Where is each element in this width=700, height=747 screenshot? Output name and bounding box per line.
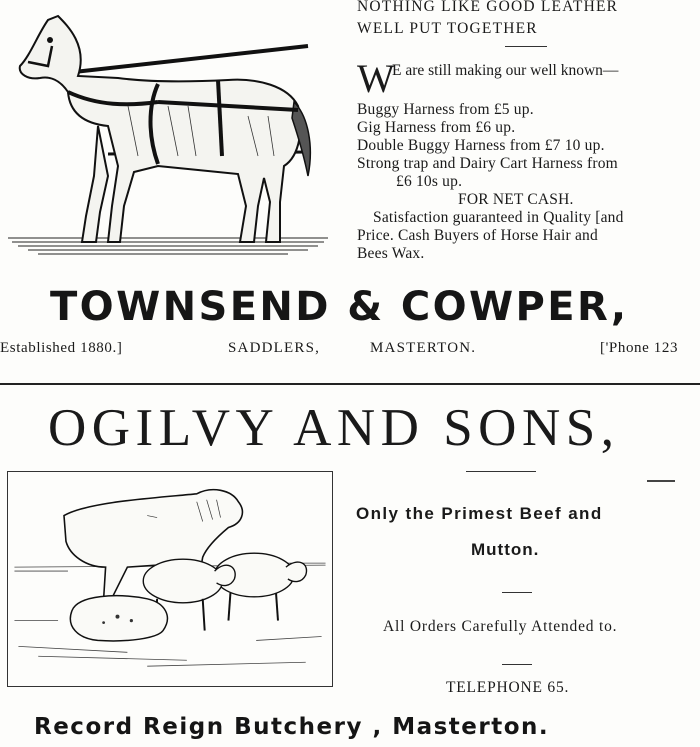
- trade-label: SADDLERS,: [228, 340, 321, 356]
- headline-line-1: NOTHING LIKE GOOD LEATHER: [357, 0, 619, 15]
- cattle-and-sheep-illustration: [8, 472, 332, 686]
- price-gig-harness: Gig Harness from £6 up.: [357, 119, 516, 136]
- short-rule: [505, 46, 547, 47]
- tagline-line-1: Only the Primest Beef and: [356, 504, 603, 523]
- horse-in-harness-illustration: [8, 6, 348, 260]
- established-year: Established 1880.]: [0, 340, 123, 356]
- price-trap-dairy-harness-amount: £6 10s up.: [396, 173, 463, 190]
- printer-mark: [647, 480, 675, 482]
- ad-divider: [0, 383, 700, 385]
- orders-note: All Orders Carefully Attended to.: [383, 618, 618, 635]
- satisfaction-line-3: Bees Wax.: [357, 245, 425, 262]
- livestock-illustration-frame: [7, 471, 333, 687]
- butchery-name: Record Reign Butchery , Masterton.: [34, 714, 550, 740]
- town-label: MASTERTON.: [370, 340, 477, 356]
- satisfaction-line-1: Satisfaction guaranteed in Quality [and: [373, 209, 624, 226]
- headline-line-2: WELL PUT TOGETHER: [357, 20, 538, 37]
- tagline-line-2: Mutton.: [471, 540, 540, 559]
- price-trap-dairy-harness: Strong trap and Dairy Cart Harness from: [357, 155, 618, 172]
- price-double-buggy-harness: Double Buggy Harness from £7 10 up.: [357, 137, 605, 154]
- intro-text: E are still making our well known—: [392, 62, 619, 79]
- satisfaction-line-2: Price. Cash Buyers of Horse Hair and: [357, 227, 598, 244]
- net-cash-note: FOR NET CASH.: [458, 191, 574, 208]
- drop-cap: W: [357, 56, 395, 101]
- price-buggy-harness: Buggy Harness from £5 up.: [357, 101, 534, 118]
- short-rule: [466, 471, 536, 472]
- townsend-cowper-firm-name: TOWNSEND & COWPER,: [50, 284, 629, 330]
- short-rule: [502, 592, 532, 593]
- short-rule: [502, 664, 532, 665]
- ogilvy-sons-firm-name: OGILVY AND SONS,: [48, 399, 620, 457]
- telephone-number: TELEPHONE 65.: [446, 679, 570, 696]
- phone-number: ['Phone 123: [600, 340, 679, 356]
